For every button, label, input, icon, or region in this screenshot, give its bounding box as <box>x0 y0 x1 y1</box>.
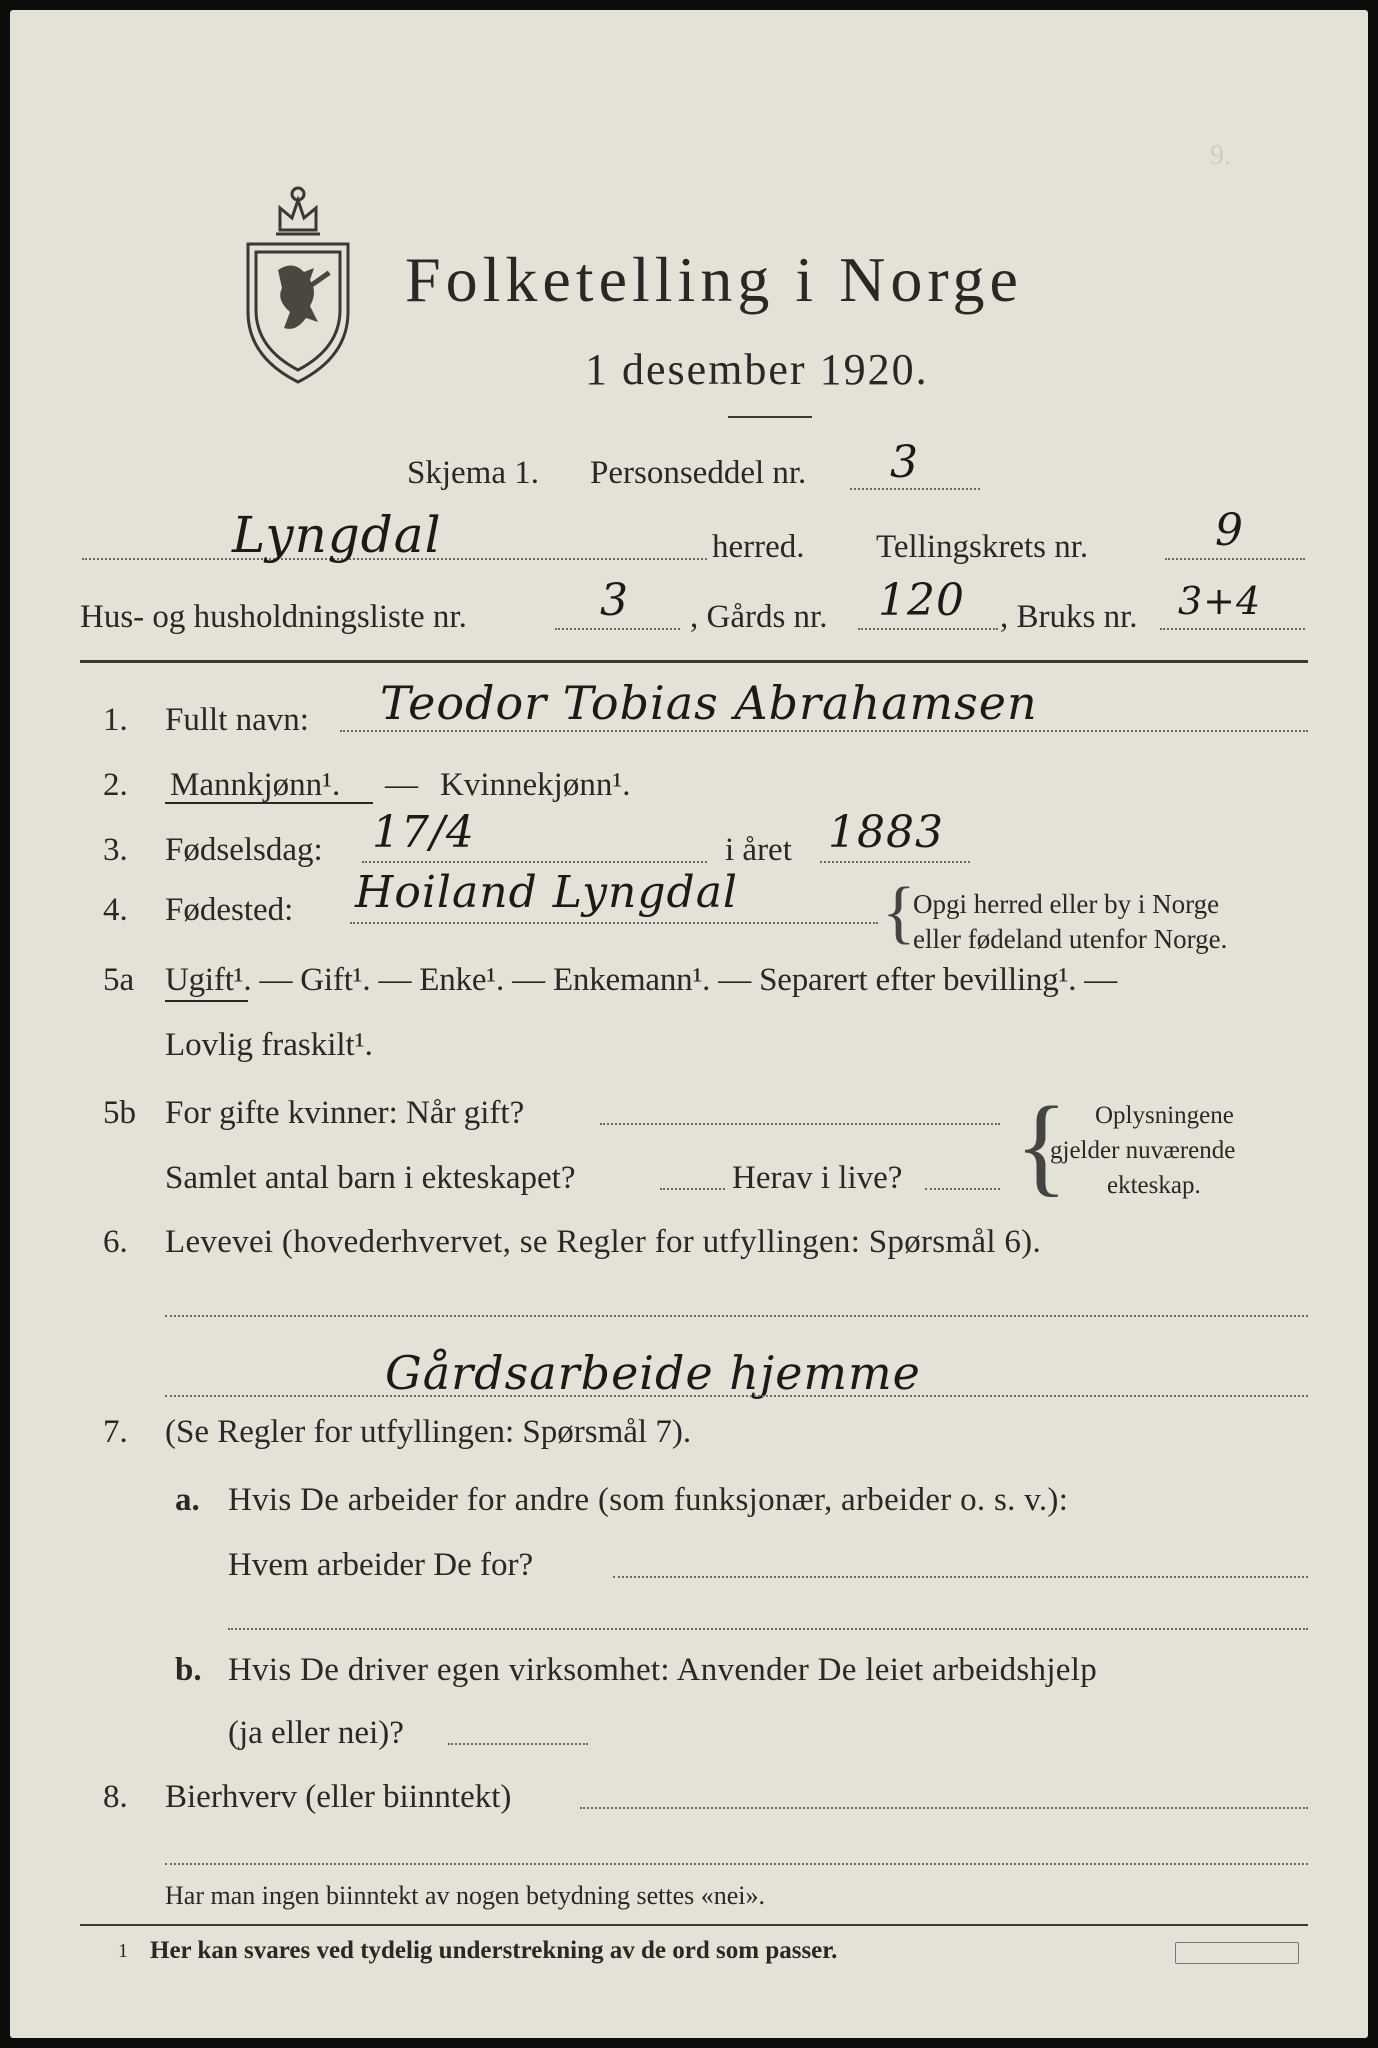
title-divider <box>728 416 812 418</box>
gards-label: , Gårds nr. <box>690 599 828 635</box>
q7a-letter: a. <box>175 1482 200 1518</box>
q7b-line1: Hvis De driver egen virksomhet: Anvender De leiet arbeidshjelp <box>228 1652 1098 1688</box>
side-income-field[interactable] <box>580 1807 1308 1809</box>
gards-field[interactable] <box>858 628 998 630</box>
q8-label: Bierhverv (eller biinntekt) <box>165 1779 512 1815</box>
birth-year-field[interactable] <box>820 861 970 863</box>
q5b-married-when: For gifte kvinner: Når gift? <box>165 1095 525 1131</box>
employer-field-2[interactable] <box>228 1628 1308 1630</box>
bruks-field[interactable] <box>1160 628 1305 630</box>
male-underline <box>165 802 373 804</box>
q1-label: Fullt navn: <box>165 702 309 738</box>
q1-number: 1. <box>103 702 128 738</box>
personseddel-label: Personseddel nr. <box>590 455 807 491</box>
q5b-brace: { <box>1015 1084 1068 1206</box>
q5a-number: 5a <box>103 962 135 998</box>
q4-note-line2: eller fødeland utenfor Norge. <box>913 924 1228 954</box>
q7-number: 7. <box>103 1414 128 1450</box>
children-field[interactable] <box>660 1188 725 1190</box>
side-income-note: Har man ingen biinntekt av nogen betydning settes «nei». <box>165 1881 766 1910</box>
printer-stamp <box>1175 1942 1299 1964</box>
birthday-value: 17/4 <box>372 807 475 858</box>
q4-label: Fødested: <box>165 892 294 928</box>
header-divider <box>80 660 1308 663</box>
q2-number: 2. <box>103 767 128 803</box>
q3-number: 3. <box>103 832 128 868</box>
q4-note-line1: Opgi herred eller by i Norge <box>913 889 1220 919</box>
female-option[interactable]: Kvinnekjønn¹. <box>440 767 631 803</box>
personseddel-field[interactable] <box>850 488 980 490</box>
married-when-field[interactable] <box>600 1123 1000 1125</box>
birth-year-value: 1883 <box>828 807 944 858</box>
occupation-field-2[interactable] <box>165 1395 1308 1397</box>
q4-brace: { <box>882 874 916 951</box>
hired-help-field[interactable] <box>448 1743 588 1745</box>
birthday-field[interactable] <box>362 861 707 863</box>
q2-separator: — <box>385 767 418 803</box>
gards-value: 120 <box>878 575 965 626</box>
q6-label: Levevei (hovederhvervet, se Regler for utfyllingen: Spørsmål 6). <box>165 1224 1042 1260</box>
husliste-label: Hus- og husholdningsliste nr. <box>80 599 467 635</box>
q4-number: 4. <box>103 892 128 928</box>
q5b-number: 5b <box>103 1095 136 1131</box>
census-date: 1 desember 1920. <box>585 345 929 394</box>
q7b-line2: (ja eller nei)? <box>228 1715 404 1751</box>
bleed-through-text: 9. <box>1210 140 1231 171</box>
tellingskrets-value: 9 <box>1215 505 1244 556</box>
husliste-field[interactable] <box>555 628 680 630</box>
employer-field[interactable] <box>613 1576 1308 1578</box>
q3-label: Fødselsdag: <box>165 832 323 868</box>
q5b-note-line2: gjelder nuværende <box>1050 1137 1236 1164</box>
q7b-letter: b. <box>175 1652 202 1688</box>
side-income-field-2[interactable] <box>165 1863 1308 1865</box>
full-name-field[interactable] <box>340 730 1308 732</box>
ugift-underline <box>165 1000 248 1002</box>
tellingskrets-field[interactable] <box>1165 558 1305 560</box>
children-alive-field[interactable] <box>925 1188 1000 1190</box>
marital-status-divorced[interactable]: Lovlig fraskilt¹. <box>165 1027 373 1063</box>
schema-label: Skjema 1. <box>407 455 539 491</box>
bruks-value: 3+4 <box>1178 579 1262 623</box>
occupation-field-1[interactable] <box>165 1315 1308 1317</box>
personseddel-value: 3 <box>890 437 919 488</box>
footnote-text: Her kan svares ved tydelig understrekning av de ord som passer. <box>150 1937 838 1964</box>
q7a-line2: Hvem arbeider De for? <box>228 1547 534 1583</box>
full-name-value: Teodor Tobias Abrahamsen <box>380 676 1038 730</box>
q5b-alive-label: Herav i live? <box>732 1160 903 1196</box>
male-option[interactable]: Mannkjønn¹. <box>170 767 341 803</box>
marital-status-options[interactable]: Ugift¹. — Gift¹. — Enke¹. — Enkemann¹. — Separert efter bevilling¹. — <box>165 962 1118 998</box>
footnote-mark: 1 <box>118 1940 128 1962</box>
footnote-divider <box>80 1924 1308 1926</box>
birth-year-label: i året <box>725 832 792 868</box>
occupation-value: Gårdsarbeide hjemme <box>385 1346 921 1400</box>
herred-label: herred. <box>712 529 805 565</box>
tellingskrets-label: Tellingskrets nr. <box>876 529 1089 565</box>
census-form <box>10 10 1368 2038</box>
birthplace-value: Hoiland Lyngdal <box>355 867 739 918</box>
q6-number: 6. <box>103 1224 128 1260</box>
q5b-children-label: Samlet antal barn i ekteskapet? <box>165 1160 576 1196</box>
q7-label: (Se Regler for utfyllingen: Spørsmål 7). <box>165 1414 692 1450</box>
herred-value: Lyngdal <box>232 506 442 564</box>
husliste-value: 3 <box>600 575 629 626</box>
q7a-line1: Hvis De arbeider for andre (som funksjonær, arbeider o. s. v.): <box>228 1482 1069 1518</box>
q5b-note-line3: ekteskap. <box>1107 1172 1201 1199</box>
birthplace-field[interactable] <box>350 922 878 924</box>
bruks-label: , Bruks nr. <box>1000 599 1138 635</box>
coat-of-arms-icon <box>238 172 358 386</box>
q5b-note-line1: Oplysningene <box>1095 1102 1234 1129</box>
form-title: Folketelling i Norge <box>405 244 1023 315</box>
q8-number: 8. <box>103 1779 128 1815</box>
